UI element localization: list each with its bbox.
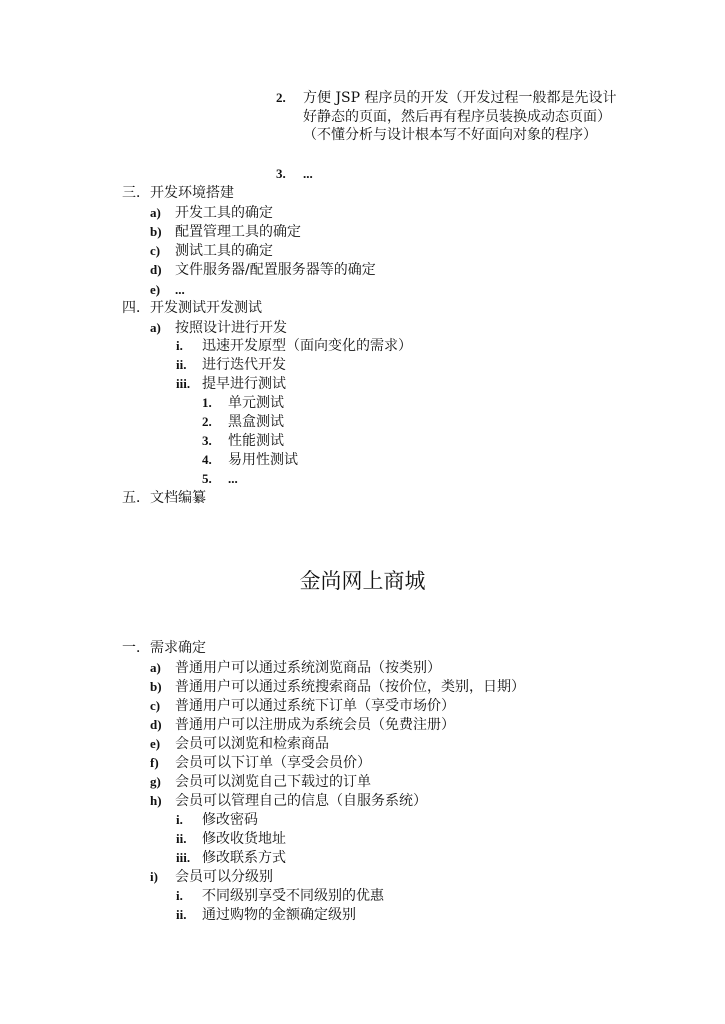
list-marker: i.	[176, 888, 183, 903]
list-marker: e)	[150, 736, 161, 751]
list-marker: f)	[150, 755, 159, 770]
list-marker: ii.	[176, 831, 187, 846]
section-heading: 四．开发测试开发测试	[122, 300, 262, 316]
list-item-text: 修改收货地址	[202, 831, 286, 847]
list-item-text: 按照设计进行开发	[175, 320, 287, 336]
list-item-text: 会员可以浏览自己下载过的订单	[175, 774, 371, 790]
list-marker: g)	[150, 774, 161, 789]
list-item-text: 方便 JSP 程序员的开发（开发过程一般都是先设计好静态的页面，然后再有程序员装换成动态页面）（不懂分析与设计根本写不好面向对象的程序）	[303, 90, 617, 143]
list-item-text: 不同级别享受不同级别的优惠	[202, 888, 384, 904]
list-item-text: 黑盒测试	[228, 414, 284, 430]
section-heading: 三．开发环境搭建	[122, 185, 234, 201]
list-item-text: 开发工具的确定	[175, 205, 273, 221]
list-marker: c)	[150, 243, 161, 258]
list-item-text: ...	[175, 282, 185, 297]
list-item-text: 修改联系方式	[202, 850, 286, 866]
list-marker: iii.	[176, 850, 191, 865]
list-item-text: 会员可以分级别	[175, 869, 273, 885]
list-item-text: 通过购物的金额确定级别	[202, 907, 356, 923]
list-item-text: 普通用户可以注册成为系统会员（免费注册）	[175, 717, 455, 733]
list-item-text: 迅速开发原型（面向变化的需求）	[202, 338, 412, 354]
list-item-text: 普通用户可以通过系统下订单（享受市场价）	[175, 698, 455, 714]
list-marker: 2.	[276, 90, 286, 105]
section-heading: 五．文档编纂	[122, 490, 206, 506]
list-marker: i.	[176, 338, 183, 353]
list-marker: i.	[176, 812, 183, 827]
list-marker: d)	[150, 717, 162, 732]
list-item-text: 会员可以浏览和检索商品	[175, 736, 329, 752]
list-item-text: 配置管理工具的确定	[175, 224, 301, 240]
list-marker: 1.	[202, 395, 212, 410]
list-marker: iii.	[176, 376, 191, 391]
list-item-text: ...	[228, 471, 238, 486]
list-item-text: 修改密码	[202, 812, 258, 828]
list-item-text: 文件服务器/配置服务器等的确定	[175, 262, 376, 278]
list-marker: b)	[150, 679, 162, 694]
list-marker: a)	[150, 205, 161, 220]
list-marker: 3.	[202, 433, 212, 448]
section-heading: 一．需求确定	[122, 640, 206, 656]
list-item-text: 提早进行测试	[202, 376, 286, 392]
list-item-text: 会员可以管理自己的信息（自服务系统）	[175, 793, 427, 809]
list-marker: a)	[150, 660, 161, 675]
document-title: 金尚网上商城	[299, 569, 426, 593]
list-item-text: 测试工具的确定	[175, 243, 273, 259]
list-marker: ii.	[176, 357, 187, 372]
list-marker: h)	[150, 793, 162, 808]
list-marker: c)	[150, 698, 161, 713]
list-item-text: 性能测试	[228, 433, 284, 449]
list-marker: 3.	[276, 166, 286, 181]
list-item-text: 进行迭代开发	[202, 357, 286, 373]
list-item-text: 普通用户可以通过系统浏览商品（按类别）	[175, 660, 441, 676]
list-marker: e)	[150, 282, 161, 297]
list-marker: i)	[150, 869, 158, 884]
list-item-text: 会员可以下订单（享受会员价）	[175, 755, 371, 771]
list-item-text: 易用性测试	[228, 452, 298, 468]
list-marker: a)	[150, 320, 161, 335]
list-marker: 5.	[202, 471, 212, 486]
list-marker: b)	[150, 224, 162, 239]
list-marker: 4.	[202, 452, 212, 467]
list-marker: ii.	[176, 907, 187, 922]
list-marker: 2.	[202, 414, 212, 429]
list-item-text: 单元测试	[228, 395, 284, 411]
list-marker: d)	[150, 262, 162, 277]
list-item-text: 普通用户可以通过系统搜索商品（按价位，类别，日期）	[175, 679, 525, 695]
list-item-text: ...	[303, 166, 313, 181]
